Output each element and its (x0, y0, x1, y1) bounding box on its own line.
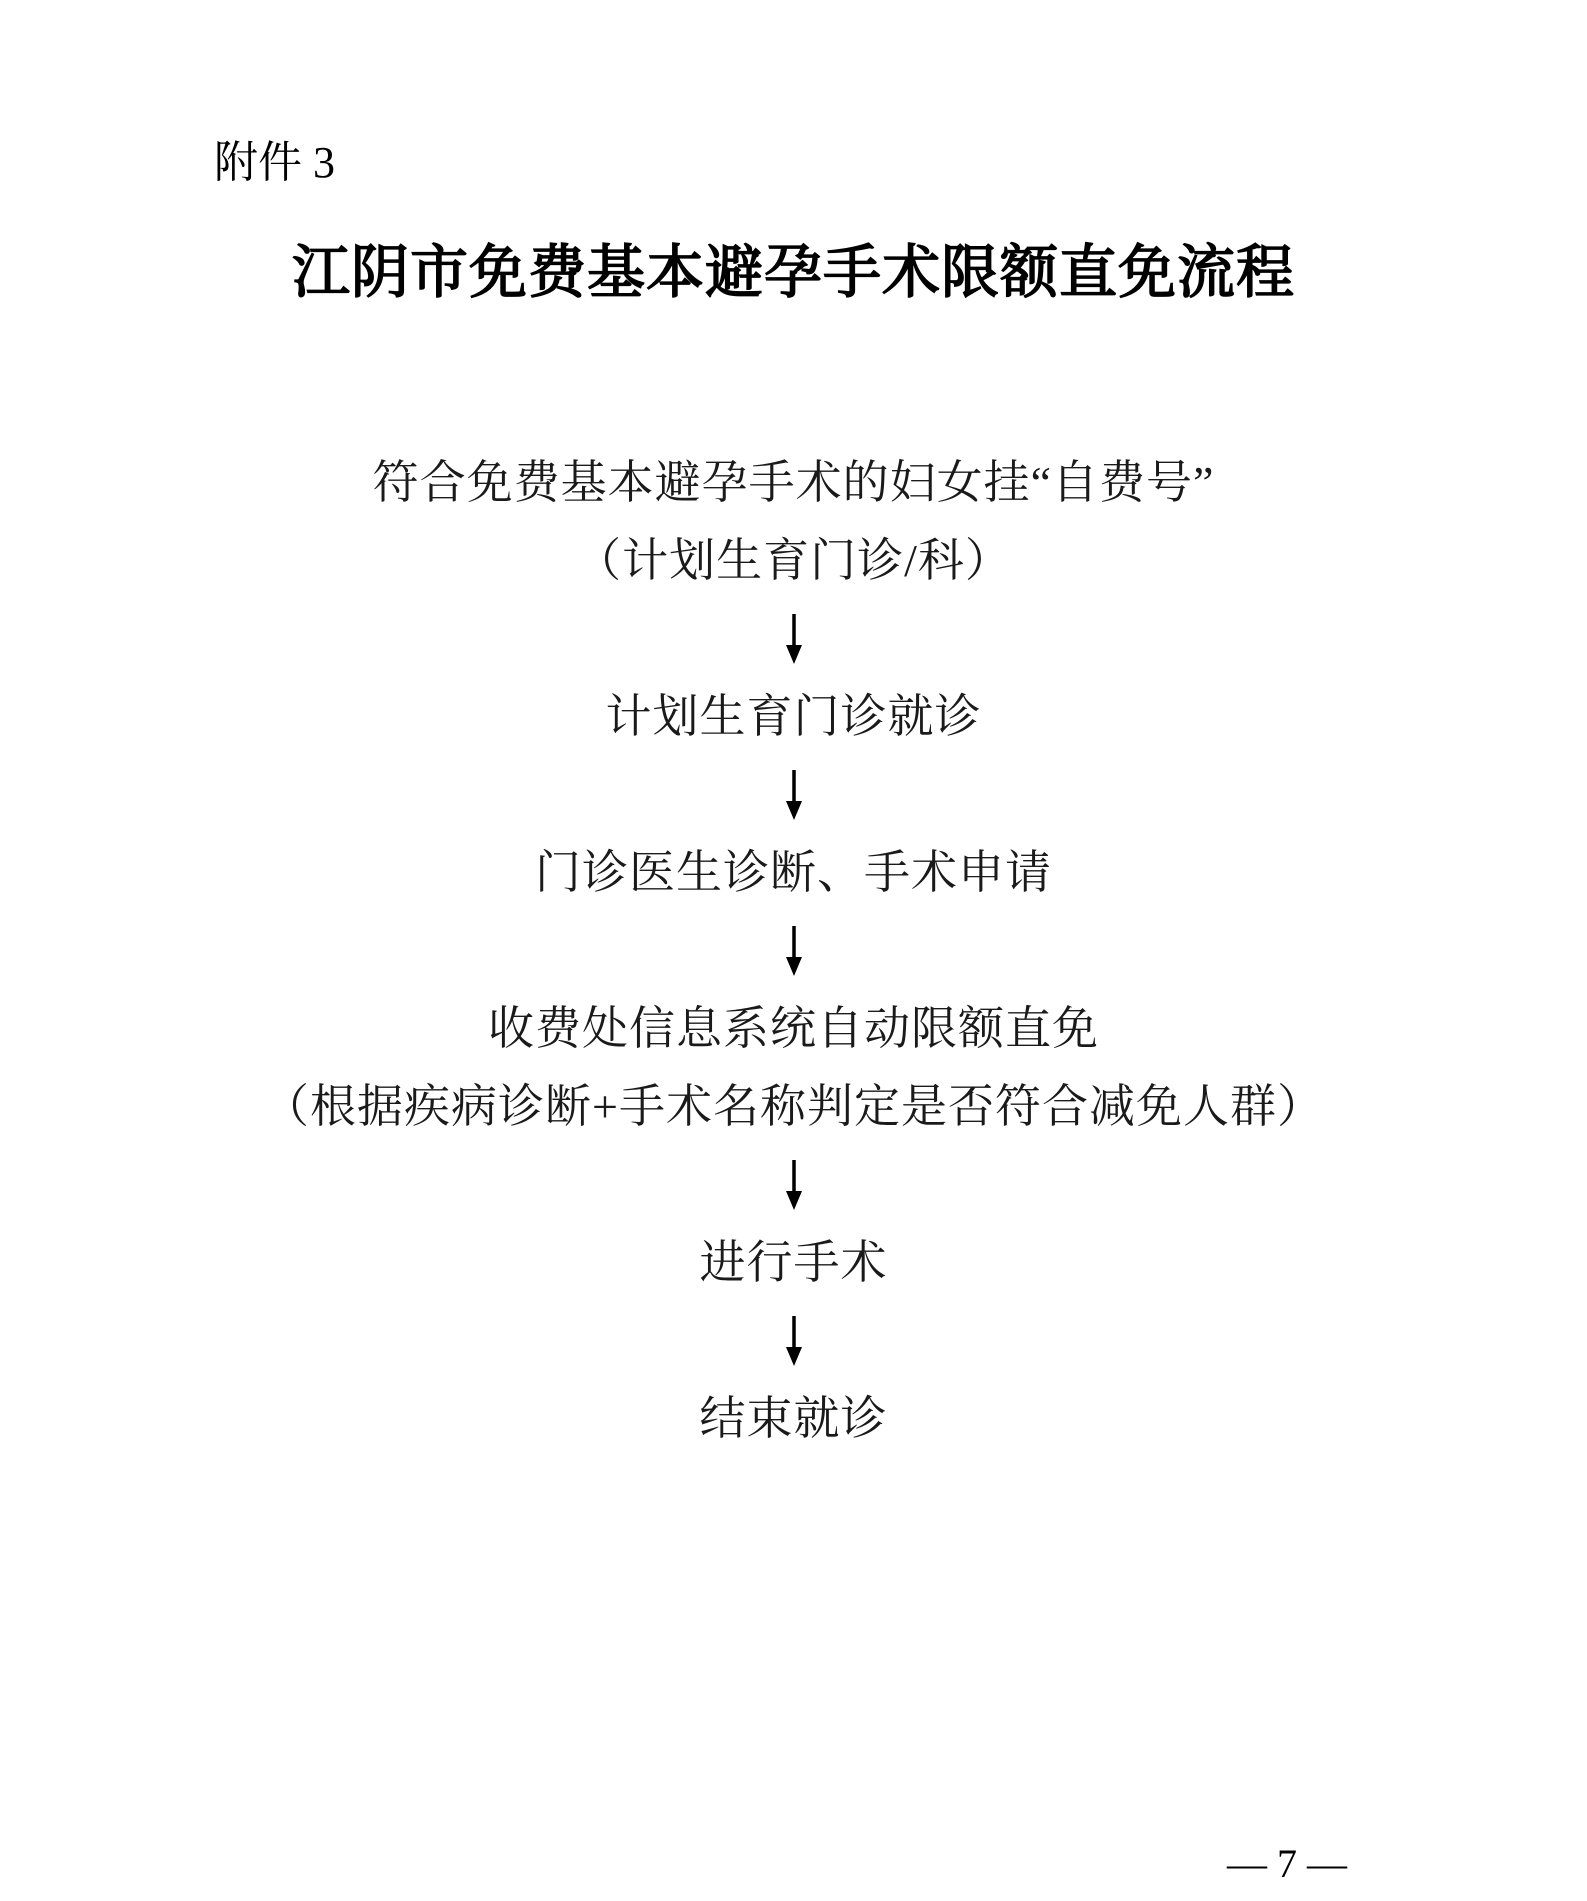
flow-step-auto-exemption (488, 990, 1099, 1068)
down-arrow-icon (781, 600, 807, 678)
flow-step-text: （根据疾病诊断+手术名称判定是否符合减免人群） (263, 1081, 1324, 1132)
down-arrow-icon (781, 756, 807, 834)
flow-step-text: 门诊医生诊断、手术申请 (535, 847, 1052, 898)
attachment-label: 附件 3 (214, 138, 335, 187)
flow-step-auto-exemption-subline (263, 1068, 1324, 1146)
flow-step-text: 进行手术 (699, 1237, 888, 1288)
flow-step-register (373, 444, 1215, 522)
down-arrow-icon (781, 1302, 807, 1380)
flow-step-text: 结束就诊 (699, 1393, 888, 1444)
flow-step-text: 收费处信息系统自动限额直免 (488, 1003, 1099, 1054)
flowchart (0, 444, 1587, 1458)
down-arrow-icon (781, 1146, 807, 1224)
flow-step-diagnosis-application (535, 834, 1052, 912)
flow-step-clinic-visit (606, 678, 982, 756)
flow-step-register-subline (575, 522, 1012, 600)
flow-step-text: （计划生育门诊/科） (575, 535, 1012, 586)
flow-step-text: 符合免费基本避孕手术的妇女挂“自费号” (372, 457, 1215, 508)
flow-step-perform-surgery (700, 1224, 888, 1302)
page-number: — 7 — (1227, 1841, 1347, 1886)
flow-step-end-visit (700, 1380, 888, 1458)
flow-step-text: 计划生育门诊就诊 (605, 691, 982, 742)
page-title: 江阴市免费基本避孕手术限额直免流程 (291, 240, 1295, 305)
down-arrow-icon (781, 912, 807, 990)
